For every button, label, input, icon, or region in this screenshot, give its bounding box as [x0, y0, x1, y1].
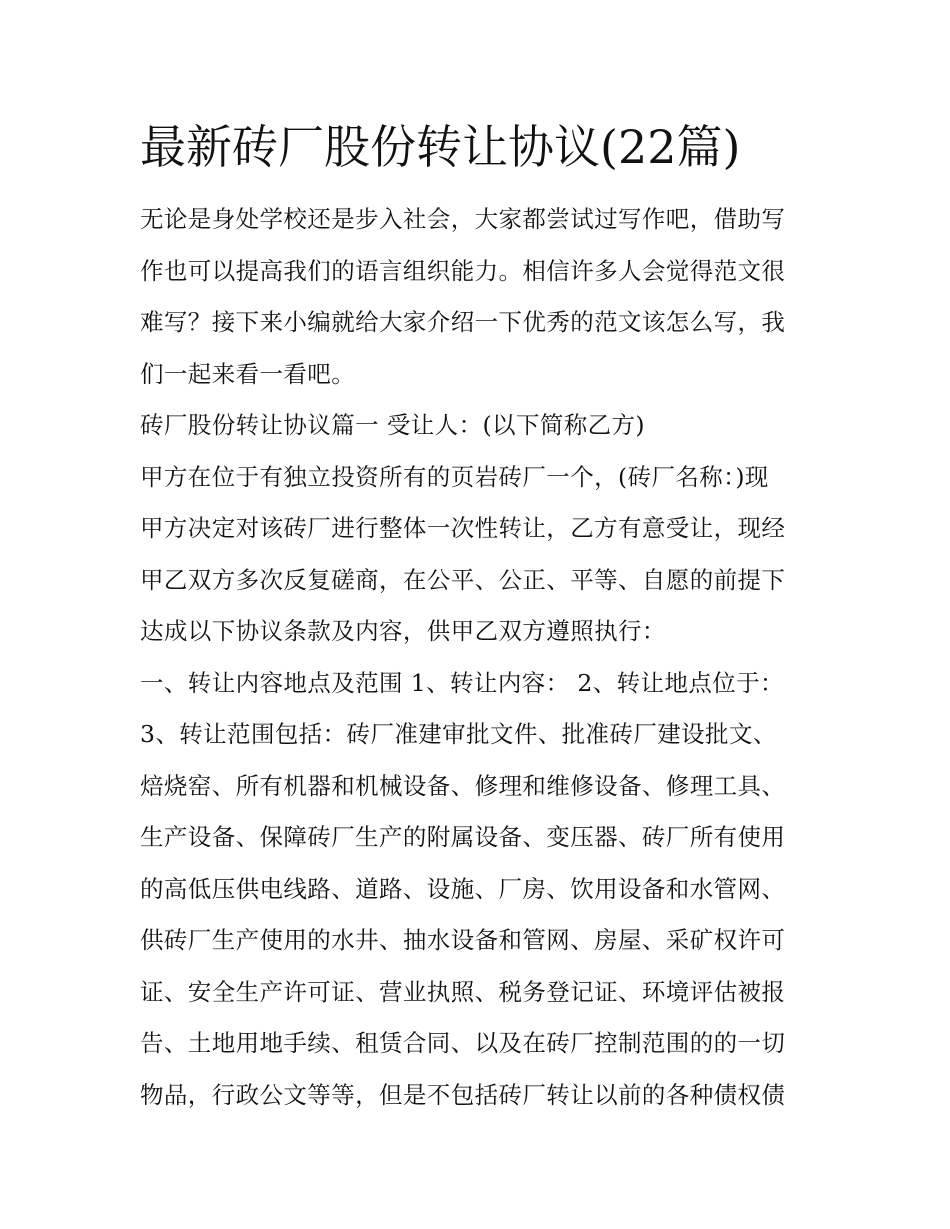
body-line-13: 生产设备、保障砖厂生产的附属设备、变压器、砖厂所有使用 [140, 823, 786, 851]
body-line-6: 甲方在位于有独立投资所有的页岩砖厂一个，(砖厂名称：)现 [140, 462, 769, 491]
body-line-15: 供砖厂生产使用的水井、抽水设备和管网、房屋、采矿权许可 [140, 926, 786, 954]
body-line-8: 甲乙双方多次反复磋商，在公平、公正、平等、自愿的前提下 [140, 565, 786, 594]
clause-heading-line: 一、转让内容地点及范围 1、转让内容： 2、转让地点位于： [140, 668, 784, 697]
body-line-1: 无论是身处学校还是步入社会，大家都尝试过写作吧，借助写 [140, 205, 786, 233]
document-title: 最新砖厂股份转让协议(22篇) [140, 120, 741, 174]
body-line-4: 们一起来看一看吧。 [140, 359, 356, 388]
body-line-12: 焙烧窑、所有机器和机械设备、修理和维修设备、修理工具、 [140, 771, 786, 800]
body-line-17: 告、土地用地手续、租赁合同、以及在砖厂控制范围的的一切 [140, 1029, 786, 1057]
body-line-16: 证、安全生产许可证、营业执照、税务登记证、环境评估被报 [140, 977, 786, 1006]
body-line-11: 3、转让范围包括：砖厂准建审批文件、批准砖厂建设批文、 [140, 720, 777, 748]
document-body [140, 194, 812, 1121]
body-line-9: 达成以下协议条款及内容，供甲乙双方遵照执行： [140, 617, 666, 645]
document-page [140, 112, 812, 1121]
body-line-3: 难写？接下来小编就给大家介绍一下优秀的范文该怎么写，我 [140, 308, 786, 336]
body-line-7: 甲方决定对该砖厂进行整体一次性转让，乙方有意受让，现经 [140, 514, 786, 542]
section-heading-line: 砖厂股份转让协议篇一 受让人：(以下简称乙方) [140, 411, 646, 439]
body-line-14: 的高低压供电线路、道路、设施、厂房、饮用设备和水管网、 [140, 874, 786, 903]
body-line-2: 作也可以提高我们的语言组织能力。相信许多人会觉得范文很 [140, 256, 786, 285]
body-line-18: 物品，行政公文等等，但是不包括砖厂转让以前的各种债权债 [140, 1080, 786, 1109]
